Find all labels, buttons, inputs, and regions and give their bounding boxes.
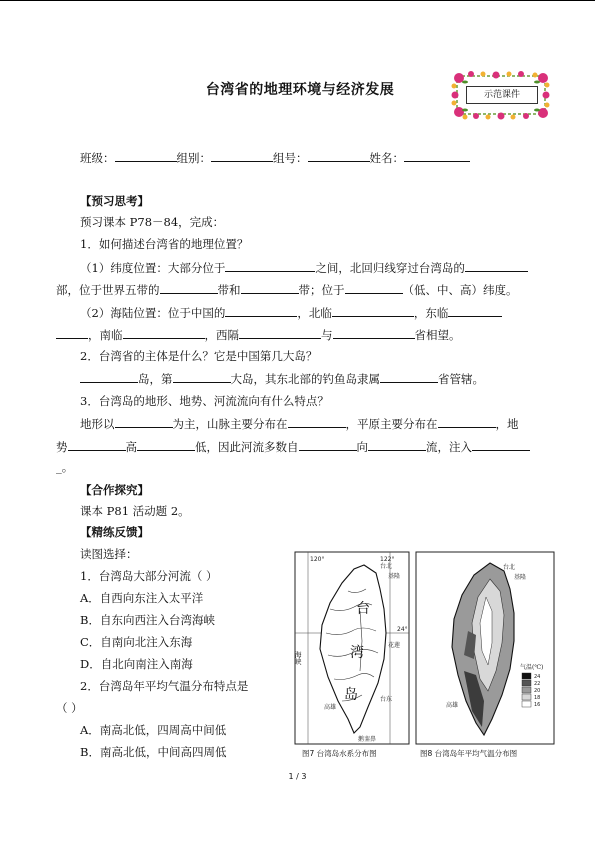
text: 带和 <box>217 283 241 297</box>
q1-sea-land-line-2 <box>56 326 461 343</box>
answer-blank[interactable] <box>80 370 138 383</box>
answer-blank[interactable] <box>137 438 195 451</box>
decorative-badge <box>451 70 551 120</box>
question-1: 1．如何描述台湾省的地理位置？ <box>80 237 249 251</box>
answer-blank[interactable] <box>368 438 426 451</box>
q1-latitude-line-1 <box>80 259 528 276</box>
answer-blank[interactable] <box>115 415 173 428</box>
city-taibei: 台北 <box>380 563 393 570</box>
text: 带；位于 <box>298 283 345 297</box>
coop-heading: 【合作探究】 <box>80 483 149 497</box>
option-1c: C．自南向北注入东海 <box>80 635 193 649</box>
answer-blank[interactable] <box>438 415 496 428</box>
preview-heading: 【预习思考】 <box>80 194 149 208</box>
info-row <box>80 149 470 166</box>
option-2a: A．南高北低，四周高中间低 <box>80 723 227 737</box>
map-char-dao: 岛 <box>344 687 358 703</box>
text: ，平原主要分布在 <box>345 417 438 431</box>
q3-answer-line-2 <box>56 438 530 455</box>
answer-blank[interactable] <box>345 281 403 294</box>
feedback-q2-paren: （ ） <box>56 701 83 715</box>
option-2b: B．南高北低，中间高四周低 <box>80 745 227 759</box>
text: ，西隔 <box>204 328 239 342</box>
legend-value: 20 <box>534 688 541 694</box>
coop-text: 课本 P81 活动题 2。 <box>80 504 190 518</box>
feedback-q2: 2．台湾岛年平均气温分布特点是 <box>80 679 249 693</box>
legend-swatch <box>522 673 531 679</box>
answer-blank[interactable] <box>465 259 528 272</box>
option-1b: B．自东向西注入台湾海峡 <box>80 613 215 627</box>
text: 为主，山脉主要分布在 <box>172 417 288 431</box>
legend-value: 24 <box>534 674 541 680</box>
answer-blank[interactable] <box>288 415 346 428</box>
legend-swatch <box>522 687 531 693</box>
group-no-label: 组号： <box>273 151 308 165</box>
map2-caption: 图8 台湾岛年平均气温分布图 <box>420 749 518 758</box>
map2-city-gaoxiong: 高雄 <box>446 702 459 709</box>
map2-city-taibei: 台北 <box>503 564 516 571</box>
text: 大岛，其东北部的钓鱼岛隶属 <box>230 372 380 386</box>
answer-blank[interactable] <box>173 370 231 383</box>
text: 高 <box>125 440 137 454</box>
option-1a: A．自西向东注入太平洋 <box>80 591 204 605</box>
page-title: 台湾省的地理环境与经济发展 <box>205 82 395 98</box>
city-jilong: 基隆 <box>388 573 401 580</box>
answer-blank[interactable] <box>448 304 502 317</box>
q3-answer-line-1 <box>80 415 519 432</box>
q1-latitude-line-2 <box>56 281 518 298</box>
label-strait: 海峡 <box>294 651 302 665</box>
preview-intro: 预习课本 P78－84，完成： <box>80 215 225 229</box>
answer-blank[interactable] <box>56 326 88 339</box>
legend-title: 气温(℃) <box>520 664 544 671</box>
river-map <box>294 552 409 758</box>
text: 之间，北回归线穿过台湾岛的 <box>315 261 465 275</box>
answer-blank[interactable] <box>225 304 297 317</box>
page-number: 1 / 3 <box>288 772 307 781</box>
group-label: 组别： <box>176 151 211 165</box>
answer-blank[interactable] <box>68 438 126 451</box>
question-3: 3．台湾岛的地形、地势、河流流向有什么特点？ <box>80 394 329 408</box>
name-label: 姓名： <box>369 151 404 165</box>
answer-blank[interactable] <box>299 438 357 451</box>
text: ，北临 <box>297 306 332 320</box>
legend-swatch <box>522 701 531 707</box>
feedback-intro: 读图选择： <box>80 547 138 561</box>
name-field[interactable] <box>404 149 470 162</box>
answer-blank[interactable] <box>239 326 321 339</box>
text: 省相望。 <box>414 328 461 342</box>
legend-value: 18 <box>534 695 541 701</box>
map-char-tai: 台 <box>356 601 370 617</box>
q1-sea-land-line-1 <box>80 304 502 321</box>
feedback-q1: 1．台湾岛大部分河流（ ） <box>80 569 218 583</box>
legend-swatch <box>522 694 531 700</box>
feedback-heading: 【精练反馈】 <box>80 525 149 539</box>
text: 省管辖。 <box>438 372 484 386</box>
text: 与 <box>321 328 333 342</box>
group-field[interactable] <box>211 149 273 162</box>
temperature-map <box>416 552 554 758</box>
text: （1）纬度位置：大部分位于 <box>80 261 226 275</box>
answer-blank[interactable] <box>225 259 315 272</box>
legend-swatch <box>522 680 531 686</box>
figure-maps <box>294 551 556 761</box>
lon-right-label: 122° <box>380 556 395 563</box>
map1-caption: 图7 台湾岛水系分布图 <box>302 749 377 758</box>
top-rule <box>0 0 595 1</box>
map-char-wan: 湾 <box>350 645 364 661</box>
label-taidong: 台东 <box>380 696 393 703</box>
answer-blank[interactable] <box>333 326 415 339</box>
text: （低、中、高）纬度。 <box>402 283 518 297</box>
text: 岛，第 <box>138 372 173 386</box>
q3-answer-line-3: _。 <box>56 460 74 474</box>
text: 流，注入 <box>426 440 472 454</box>
text: （2）海陆位置：位于中国的 <box>80 306 226 320</box>
answer-blank[interactable] <box>241 281 299 294</box>
label-ehuan: 鹅銮鼻 <box>358 736 377 743</box>
city-hualian: 花莲 <box>388 642 401 649</box>
class-field[interactable] <box>115 149 177 162</box>
q2-answer-line <box>80 370 484 387</box>
legend-value: 22 <box>534 681 541 687</box>
text: 部，位于世界五带的 <box>56 283 160 297</box>
text: ，南临 <box>88 328 123 342</box>
legend-value: 16 <box>534 702 541 708</box>
text: 低，因此河流多数自 <box>195 440 299 454</box>
text: 向 <box>356 440 368 454</box>
text: 地形以 <box>80 417 115 431</box>
answer-blank[interactable] <box>123 326 205 339</box>
answer-blank[interactable] <box>472 438 530 451</box>
group-no-field[interactable] <box>308 149 370 162</box>
text: ，东临 <box>413 306 449 320</box>
option-1d: D．自北向南注入南海 <box>80 657 193 671</box>
answer-blank[interactable] <box>332 304 414 317</box>
answer-blank[interactable] <box>380 370 438 383</box>
lat-label: 24° <box>397 626 408 633</box>
question-2: 2．台湾省的主体是什么？它是中国第几大岛？ <box>80 349 318 363</box>
text: 势 <box>56 440 68 454</box>
badge-label: 示范课件 <box>466 86 538 104</box>
class-label: 班级： <box>80 151 115 165</box>
text: ，地 <box>495 417 519 431</box>
answer-blank[interactable] <box>160 281 218 294</box>
label-gaoxiong: 高雄 <box>324 704 337 711</box>
map2-city-jilong: 基隆 <box>514 574 527 581</box>
lon-left-label: 120° <box>310 556 325 563</box>
